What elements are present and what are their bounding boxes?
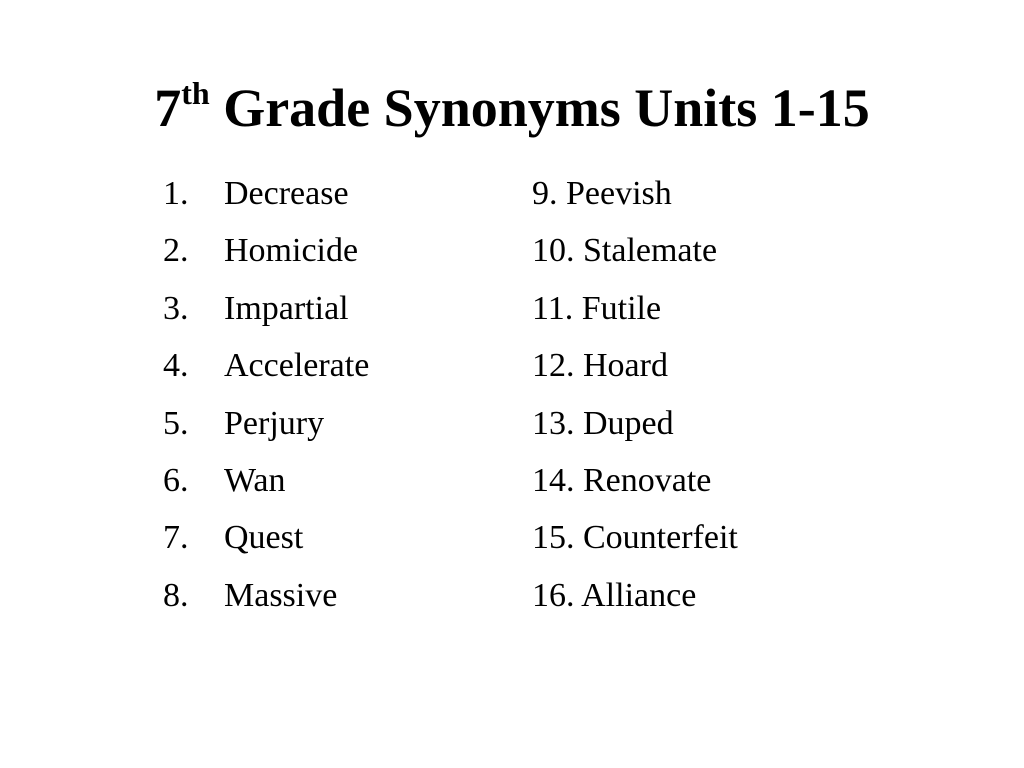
word-list-right (532, 165, 738, 624)
list-item (163, 165, 369, 222)
list-item (163, 452, 369, 509)
item-word: Homicide (224, 232, 359, 270)
list-item: 11. Futile (532, 289, 662, 327)
list-item: 13. Duped (532, 404, 674, 442)
item-word: Wan (224, 461, 286, 499)
item-number: 4. (163, 347, 189, 385)
list-item: 15. Counterfeit (532, 519, 738, 557)
item-word: Decrease (224, 175, 349, 212)
item-word: Massive (224, 576, 338, 614)
list-item: 10. Stalemate (532, 232, 718, 270)
item-number: 8. (163, 576, 189, 614)
word-list-left (163, 165, 369, 624)
item-number: 6. (163, 461, 189, 499)
title-superscript: th (181, 75, 210, 111)
item-word: Accelerate (224, 347, 370, 385)
list-item: 14. Renovate (532, 461, 712, 499)
item-word: Impartial (224, 289, 349, 327)
list-item (163, 567, 369, 624)
list-item (163, 509, 369, 566)
list-item (163, 337, 369, 394)
item-word: Quest (224, 519, 304, 557)
list-item: 16. Alliance (532, 576, 697, 614)
list-item: 9. Peevish (532, 175, 672, 212)
list-item (163, 395, 369, 452)
item-number: 1. (163, 175, 189, 212)
title-text: Grade Synonyms Units 1-15 (209, 78, 870, 138)
slide-title (0, 72, 1024, 151)
item-word: Perjury (224, 404, 325, 442)
item-number: 3. (163, 289, 189, 327)
title-number: 7 (154, 78, 182, 138)
item-number: 5. (163, 404, 189, 442)
item-number: 2. (163, 232, 189, 270)
list-item (163, 280, 369, 337)
list-item (163, 222, 369, 279)
item-number: 7. (163, 519, 189, 557)
list-item: 12. Hoard (532, 347, 668, 385)
